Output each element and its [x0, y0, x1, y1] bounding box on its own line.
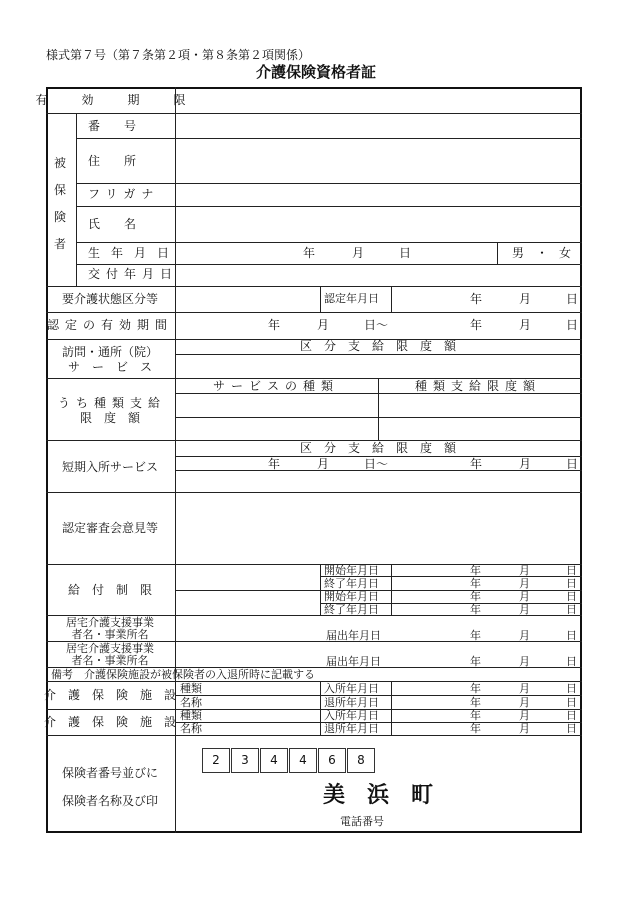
facility-label-2: 介 護 保 険 施 設	[43, 715, 177, 729]
category-limit-header: 区 分 支 給 限 度 額	[299, 339, 457, 353]
validity-period-label: 有 効 期 限	[35, 93, 197, 107]
care-support-label-1: 居宅介護支援事業	[66, 616, 154, 629]
page-title: 介護保険資格者証	[255, 63, 377, 81]
insurer-label-1: 保険者番号並びに	[61, 766, 159, 780]
type-limit-label-2: 限 度 額	[79, 411, 141, 425]
gender-dot: ・	[536, 246, 549, 260]
type-limit-header: 種類支給限度額	[414, 379, 542, 393]
care-support-label-2: 者名・事業所名	[71, 628, 149, 641]
issue-date-label: 交付年月日	[88, 267, 179, 281]
cert-date-label: 認定年月日	[324, 292, 379, 305]
visit-service-label-2: サ ー ビ ス	[67, 360, 153, 374]
review-opinion-label: 認定審査会意見等	[61, 521, 159, 535]
name-label: 氏 名	[88, 217, 137, 231]
insurer-label-2: 保険者名称及び印	[61, 794, 159, 808]
insurer-digit: 3	[231, 748, 259, 773]
address-label: 住 所	[88, 154, 137, 168]
insurer-digit: 2	[202, 748, 230, 773]
insurer-digit: 4	[260, 748, 288, 773]
phone-label: 電話番号	[340, 815, 384, 828]
category-limit-header-2: 区 分 支 給 限 度 額	[299, 441, 457, 455]
facility-label-1: 介 護 保 険 施 設	[43, 688, 177, 702]
insurer-digit: 4	[289, 748, 317, 773]
short-stay-label: 短期入所サービス	[61, 460, 159, 474]
furigana-label: フリガナ	[88, 187, 160, 201]
insurer-digit: 6	[318, 748, 346, 773]
gender-female: 女	[559, 246, 572, 260]
remarks-text: 備考 介護保険施設が被保険者の入退所時に記載する	[51, 668, 315, 681]
service-type-header: サービスの種類	[212, 379, 340, 393]
care-level-label: 要介護状態区分等	[61, 292, 159, 306]
number-label: 番 号	[88, 119, 137, 133]
benefit-limit-label: 給 付 制 限	[67, 583, 153, 597]
care-support-label-3: 居宅介護支援事業	[66, 642, 154, 655]
birth-date-label: 生年月日	[88, 246, 181, 260]
type-limit-label-1: うち種類支給	[57, 396, 167, 410]
insured-person-label: 被保険者	[53, 156, 66, 251]
care-support-label-4: 者名・事業所名	[71, 654, 149, 667]
insurer-name: 美 浜 町	[322, 782, 434, 808]
cert-period-label: 認定の有効期間	[46, 318, 174, 332]
insurer-digit: 8	[347, 748, 375, 773]
visit-service-label-1: 訪問・通所（院）	[61, 345, 159, 359]
form-number: 様式第７号（第７条第２項・第８条第２項関係）	[46, 48, 311, 62]
gender-male: 男	[512, 246, 525, 260]
